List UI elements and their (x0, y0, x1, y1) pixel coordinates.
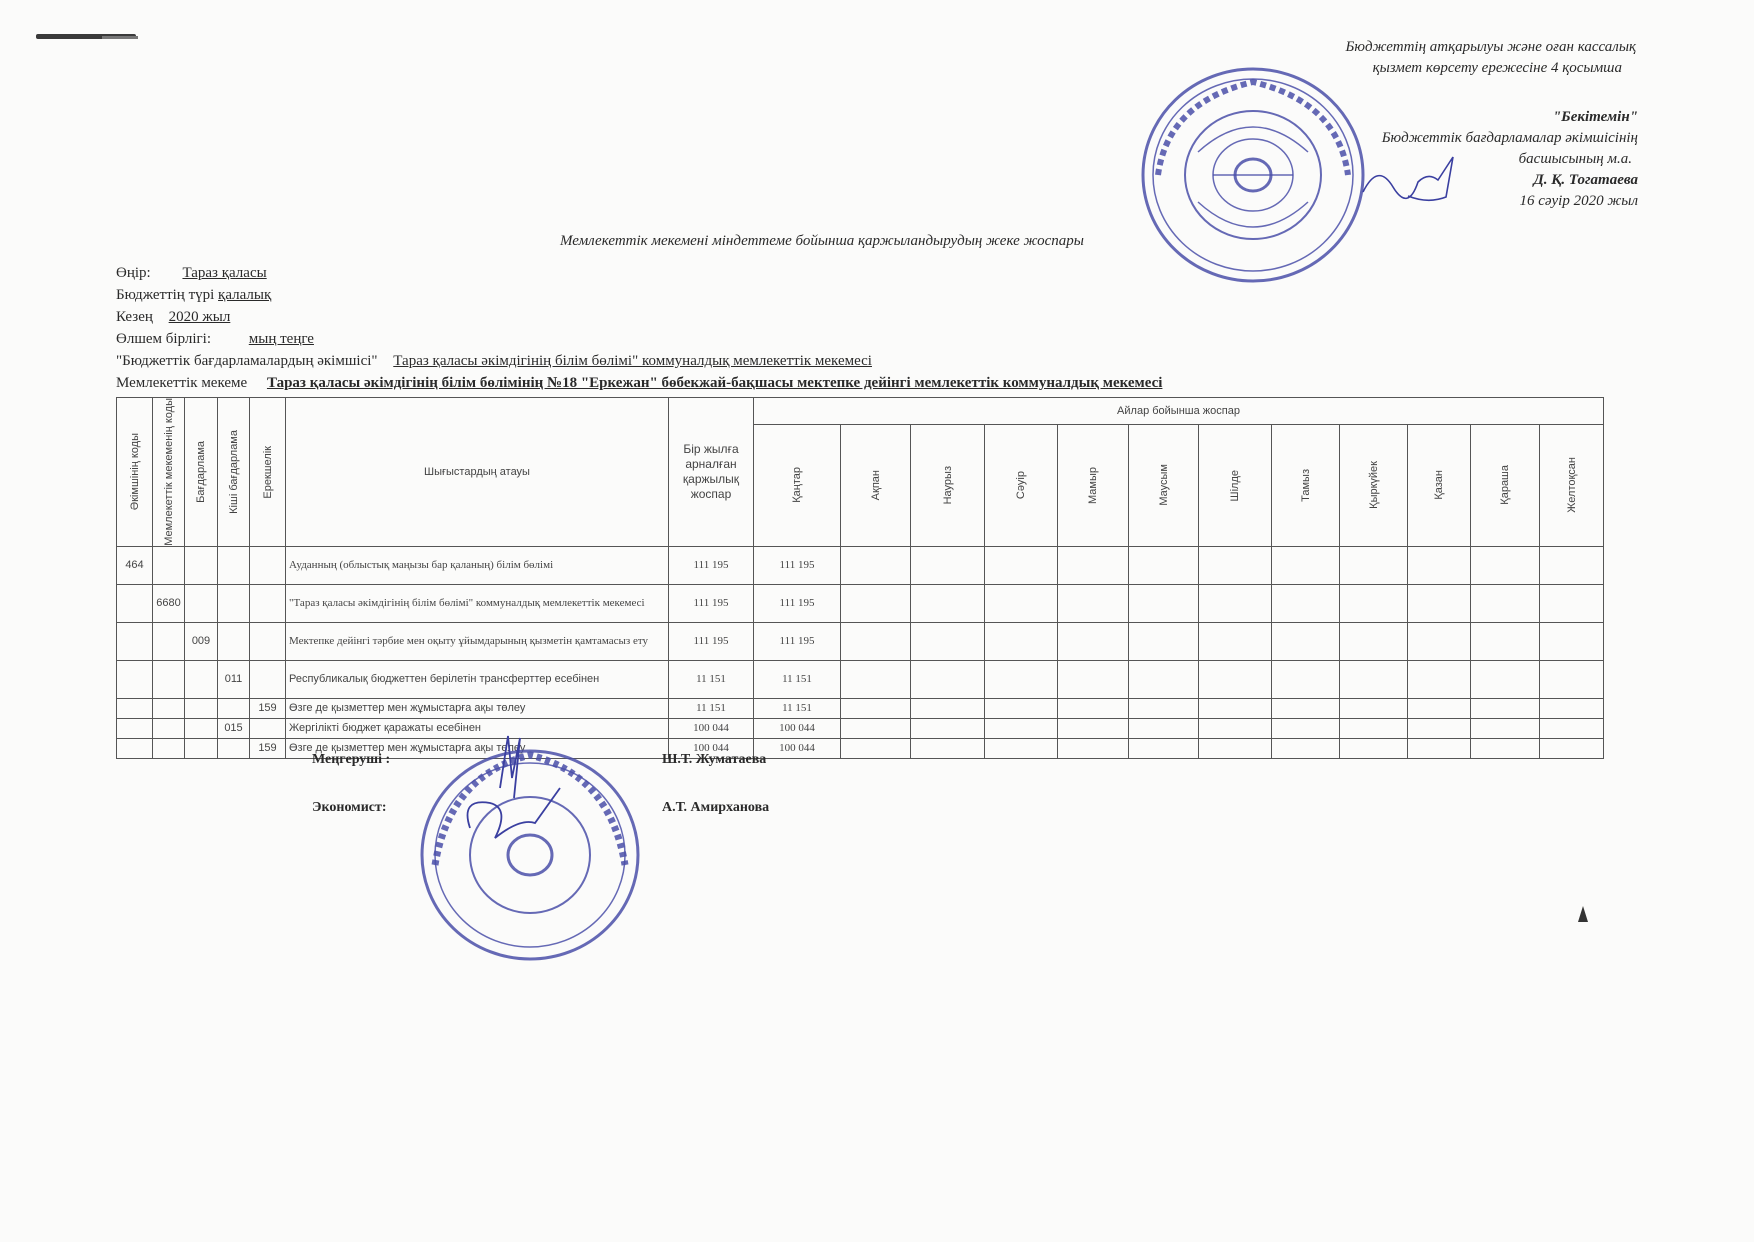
month-cell (1408, 718, 1471, 738)
budget-type-value: қалалық (218, 287, 272, 303)
expense-name-cell: Мектепке дейінгі тәрбие мен оқыту ұйымдарының қызметін қамтамасыз ету (286, 622, 669, 660)
header-admin-code: Әкімшінің коды (117, 398, 153, 547)
approval-signature-icon (1358, 152, 1468, 212)
month-cell (841, 622, 911, 660)
month-cell (1272, 546, 1340, 584)
month-cell (1471, 718, 1540, 738)
head-label: Меңгеруші : (312, 752, 391, 767)
month-cell (911, 718, 985, 738)
month-cell (985, 584, 1058, 622)
header-month: Тамыз (1272, 424, 1340, 546)
subprogram-cell (218, 546, 250, 584)
admin-code-cell (117, 622, 153, 660)
month-cell (1058, 546, 1129, 584)
header-month: Қыркүйек (1340, 424, 1408, 546)
official-seal-icon (1138, 62, 1368, 288)
month-cell (1129, 738, 1199, 758)
month-cell (1471, 546, 1540, 584)
month-cell (841, 698, 911, 718)
subprogram-cell: 011 (218, 660, 250, 698)
program-cell (185, 738, 218, 758)
inst-code-cell (153, 698, 185, 718)
expense-name-cell: Республикалық бюджеттен берілетін трансферттер есебінен (286, 660, 669, 698)
table-row (117, 546, 1604, 584)
month-cell (841, 584, 911, 622)
month-cell (911, 584, 985, 622)
program-cell: 009 (185, 622, 218, 660)
month-cell (841, 660, 911, 698)
unit-label: Өлшем бірлігі: (116, 331, 212, 347)
header-month: Қараша (1471, 424, 1540, 546)
header-inst-code: Мемлекеттік мекеменің коды (153, 398, 185, 547)
month-cell (1199, 622, 1272, 660)
header-program: Бағдарлама (185, 398, 218, 547)
header-month: Мамыр (1058, 424, 1129, 546)
month-jan-cell: 11 151 (754, 660, 841, 698)
subprogram-cell (218, 622, 250, 660)
appendix-note (1346, 37, 1636, 79)
month-cell (911, 546, 985, 584)
month-cell (1340, 660, 1408, 698)
inst-code-cell (153, 738, 185, 758)
month-jan-cell: 111 195 (754, 546, 841, 584)
subprogram-cell (218, 698, 250, 718)
signature-icon (450, 728, 570, 858)
subprogram-cell (218, 738, 250, 758)
approval-position-2: басшысының м.а. (1518, 151, 1632, 167)
header-month: Шілде (1199, 424, 1272, 546)
financing-plan-table (116, 397, 1604, 759)
month-cell (1471, 584, 1540, 622)
header-month: Сәуір (985, 424, 1058, 546)
header-month: Маусым (1129, 424, 1199, 546)
month-cell (911, 660, 985, 698)
month-cell (1340, 622, 1408, 660)
header-monthly-plan: Айлар бойынша жоспар (754, 398, 1604, 425)
admin-label: "Бюджеттік бағдарламалардың әкімшісі" (116, 353, 378, 369)
header-expense-name: Шығыстардың атауы (286, 398, 669, 547)
appendix-line-1: Бюджеттің атқарылуы және оған кассалық (1345, 39, 1636, 55)
month-cell (1471, 622, 1540, 660)
admin-code-cell (117, 698, 153, 718)
annual-plan-cell: 11 151 (669, 698, 754, 718)
annual-plan-cell: 100 044 (669, 738, 754, 758)
economist-name: А.Т. Амирханова (662, 800, 770, 815)
month-cell (1129, 622, 1199, 660)
admin-code-cell (117, 738, 153, 758)
month-cell (1408, 660, 1471, 698)
month-cell (1272, 738, 1340, 758)
month-cell (1272, 718, 1340, 738)
unit-value: мың теңге (248, 331, 314, 347)
header-month: Наурыз (911, 424, 985, 546)
admin-code-cell (117, 718, 153, 738)
month-cell (1340, 738, 1408, 758)
annual-plan-cell: 11 151 (669, 660, 754, 698)
month-cell (1540, 738, 1604, 758)
month-cell (911, 622, 985, 660)
budget-type-label: Бюджеттің түрі (116, 287, 215, 303)
table-row (117, 660, 1604, 698)
annual-plan-cell: 111 195 (669, 546, 754, 584)
month-jan-cell: 111 195 (754, 584, 841, 622)
inst-code-cell (153, 622, 185, 660)
month-cell (1058, 738, 1129, 758)
expense-name-cell: Жергілікті бюджет қаражаты есебінен (286, 718, 669, 738)
month-cell (1540, 622, 1604, 660)
month-cell (1408, 546, 1471, 584)
meta-admin (116, 352, 872, 370)
month-cell (1129, 546, 1199, 584)
approval-position: Бюджеттік бағдарламалар әкімшісінің (1381, 130, 1638, 146)
month-jan-cell: 11 151 (754, 698, 841, 718)
month-cell (1272, 622, 1340, 660)
admin-value: Тараз қаласы әкімдігінің білім бөлімі" коммуналдық мемлекеттік мекемесі (393, 353, 872, 369)
economist-label: Экономист: (312, 800, 387, 815)
month-cell (1129, 718, 1199, 738)
month-cell (1540, 718, 1604, 738)
expense-name-cell: Өзге де қызметтер мен жұмыстарға ақы төлеу (286, 698, 669, 718)
region-label: Өңір: (116, 265, 151, 281)
meta-budget-type (116, 286, 271, 304)
admin-code-cell: 464 (117, 546, 153, 584)
inst-code-cell (153, 660, 185, 698)
month-cell (1340, 718, 1408, 738)
month-cell (1199, 698, 1272, 718)
month-cell (1540, 698, 1604, 718)
region-value: Тараз қаласы (182, 265, 267, 281)
month-cell (1058, 622, 1129, 660)
inst-code-cell (153, 546, 185, 584)
approval-title: "Бекітемін" (1552, 109, 1638, 125)
specific-cell (250, 584, 286, 622)
month-cell (985, 698, 1058, 718)
expense-name-cell: Ауданның (облыстық маңызы бар қаланың) білім бөлімі (286, 546, 669, 584)
program-cell (185, 660, 218, 698)
month-cell (985, 622, 1058, 660)
month-cell (1471, 660, 1540, 698)
appendix-line-2: қызмет көрсету ережесіне 4 қосымша (1372, 60, 1622, 76)
month-cell (1471, 698, 1540, 718)
annual-plan-cell: 100 044 (669, 718, 754, 738)
month-cell (985, 718, 1058, 738)
scan-speck (1578, 906, 1588, 922)
month-jan-cell: 100 044 (754, 718, 841, 738)
admin-code-cell (117, 584, 153, 622)
header-month: Қазан (1408, 424, 1471, 546)
month-cell (1340, 698, 1408, 718)
table-row (117, 698, 1604, 718)
program-cell (185, 584, 218, 622)
header-annual-plan: Бір жылға арналған қаржылық жоспар (669, 398, 754, 547)
program-cell (185, 546, 218, 584)
month-cell (1272, 584, 1340, 622)
specific-cell: 159 (250, 738, 286, 758)
inst-code-cell: 6680 (153, 584, 185, 622)
month-cell (841, 546, 911, 584)
month-cell (985, 738, 1058, 758)
month-cell (841, 718, 911, 738)
specific-cell (250, 660, 286, 698)
table-row (117, 718, 1604, 738)
month-cell (841, 738, 911, 758)
month-cell (1272, 660, 1340, 698)
annual-plan-cell: 111 195 (669, 622, 754, 660)
expense-name-cell: "Тараз қаласы әкімдігінің білім бөлімі" коммуналдық мемлекеттік мекемесі (286, 584, 669, 622)
approval-date: 16 сәуір 2020 жыл (1519, 193, 1638, 209)
month-cell (1199, 660, 1272, 698)
month-jan-cell: 100 044 (754, 738, 841, 758)
program-cell (185, 718, 218, 738)
approval-name: Д. Қ. Тогатаева (1533, 172, 1638, 188)
month-cell (1199, 718, 1272, 738)
month-cell (1272, 698, 1340, 718)
month-cell (1540, 584, 1604, 622)
month-cell (1540, 546, 1604, 584)
month-cell (1540, 660, 1604, 698)
month-cell (1340, 584, 1408, 622)
month-cell (1408, 622, 1471, 660)
header-month: Желтоқсан (1540, 424, 1604, 546)
header-specific: Ерекшелік (250, 398, 286, 547)
subprogram-cell: 015 (218, 718, 250, 738)
header-month: Ақпан (841, 424, 911, 546)
month-cell (1058, 718, 1129, 738)
expense-name-cell: Өзге де қызметтер мен жұмыстарға ақы төлеу (286, 738, 669, 758)
specific-cell: 159 (250, 698, 286, 718)
month-cell (1340, 546, 1408, 584)
specific-cell (250, 622, 286, 660)
subprogram-cell (218, 584, 250, 622)
document-title: Мемлекеттік мекемені міндеттеме бойынша қаржыландырудың жеке жоспары (560, 233, 1084, 249)
period-value: 2020 жыл (168, 309, 231, 325)
month-cell (1408, 698, 1471, 718)
header-month: Қаңтар (754, 424, 841, 546)
institution-label: Мемлекеттік мекеме (116, 375, 248, 391)
meta-region (116, 264, 267, 282)
specific-cell (250, 718, 286, 738)
admin-code-cell (117, 660, 153, 698)
month-cell (1471, 738, 1540, 758)
header-subprogram: Кіші бағдарлама (218, 398, 250, 547)
month-cell (911, 738, 985, 758)
month-cell (1058, 660, 1129, 698)
month-cell (1129, 584, 1199, 622)
month-cell (1058, 584, 1129, 622)
inst-code-cell (153, 718, 185, 738)
scan-mark (102, 36, 138, 39)
month-cell (1129, 698, 1199, 718)
month-cell (1408, 738, 1471, 758)
head-name: Ш.Т. Жуматаева (662, 752, 767, 767)
month-cell (1129, 660, 1199, 698)
meta-institution (116, 374, 1162, 392)
month-cell (1199, 584, 1272, 622)
specific-cell (250, 546, 286, 584)
meta-unit (116, 330, 314, 348)
meta-period (116, 308, 230, 326)
institution-value: Тараз қаласы әкімдігінің білім бөлімінің №18 "Еркежан" бөбекжай-бақшасы мектепке дейінгі мемлекеттік коммуналдық мекемесі (266, 375, 1163, 391)
month-cell (1058, 698, 1129, 718)
period-label: Кезең (116, 309, 153, 325)
month-cell (1408, 584, 1471, 622)
month-cell (985, 660, 1058, 698)
table-row (117, 584, 1604, 622)
month-cell (985, 546, 1058, 584)
month-cell (1199, 738, 1272, 758)
table-row (117, 622, 1604, 660)
month-cell (1199, 546, 1272, 584)
month-jan-cell: 111 195 (754, 622, 841, 660)
month-cell (911, 698, 985, 718)
program-cell (185, 698, 218, 718)
annual-plan-cell: 111 195 (669, 584, 754, 622)
